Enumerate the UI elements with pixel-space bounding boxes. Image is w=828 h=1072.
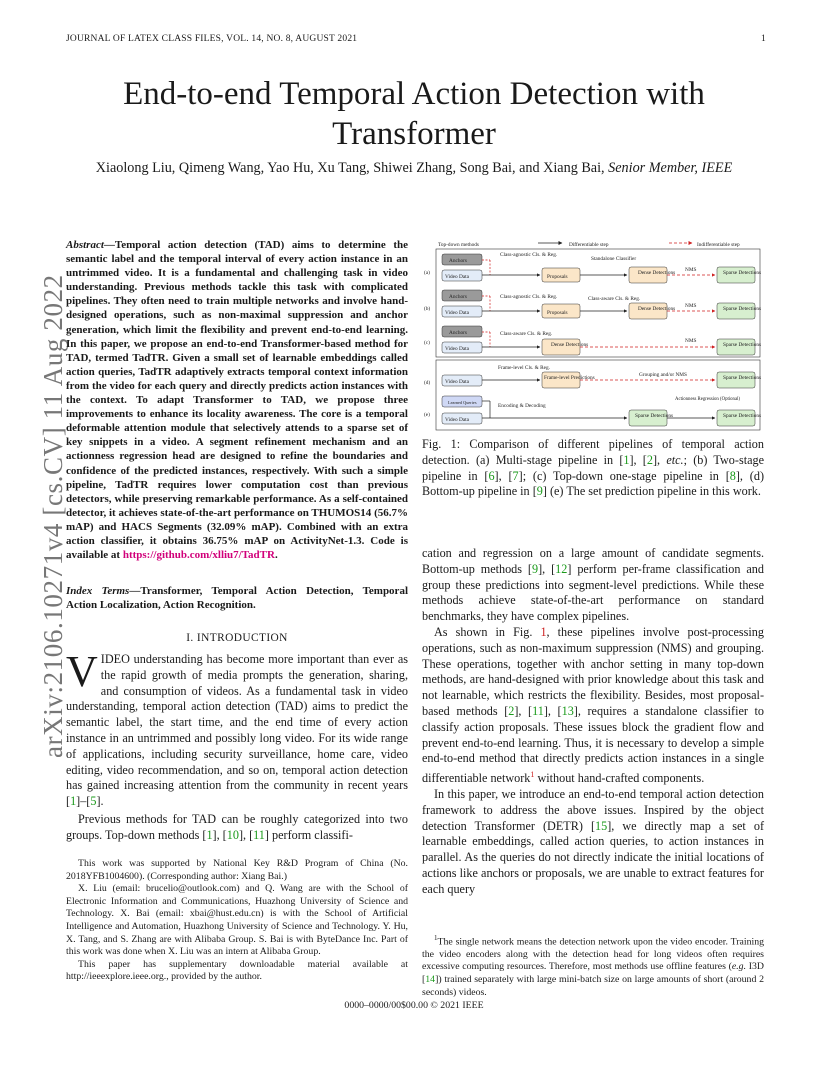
row-label-a: (a) bbox=[424, 270, 430, 276]
proposals-box: Proposals bbox=[547, 310, 568, 316]
class-agnostic-label: Class-agnostic Cls. & Reg. bbox=[500, 252, 558, 258]
dense-box: Dense Detections bbox=[551, 342, 589, 348]
row-label-d: (d) bbox=[424, 380, 431, 386]
sparse-box: Sparse Detections bbox=[723, 413, 762, 419]
citation[interactable]: 9 bbox=[536, 484, 543, 499]
code-link[interactable]: https://github.com/xlliu7/TadTR bbox=[122, 549, 275, 562]
legend-differentiable: Differentiable step bbox=[569, 242, 609, 248]
citation[interactable]: 10 bbox=[226, 827, 239, 842]
nms-label: NMS bbox=[685, 338, 697, 344]
sparse-box: Sparse Detections bbox=[723, 342, 762, 348]
video-data-box: Video Data bbox=[445, 417, 469, 423]
citation[interactable]: 11 bbox=[532, 703, 544, 718]
arxiv-stamp: arXiv:2106.10271v4 [cs.CV] 11 Aug 2022 bbox=[38, 274, 68, 758]
citation[interactable]: 12 bbox=[555, 561, 568, 576]
anchors-box: Anchors bbox=[449, 294, 467, 300]
citation[interactable]: 14 bbox=[425, 974, 436, 986]
dense-box: Dense Detections bbox=[638, 306, 676, 312]
drop-cap: V bbox=[66, 647, 98, 696]
intro-paragraph-1: VIDEO understanding has become more important than ever as the rapid growth of media prompts the generation, sharing, and consumption of videos. As a fundamental task in video understanding, temporal action detection (TAD) aims to predict the semantic label, the start time, and the end time of every action instance in an untrimmed and possibly long video. For its wide range of applications, including security surveillance, home care, video editing, video recommendation, and so on, temporal action detection has gained increasing attention from the community in recent years [1]–[5]. bbox=[66, 647, 408, 809]
top-down-label: Top-down methods bbox=[438, 242, 479, 248]
abstract-label: Abstract bbox=[66, 239, 104, 251]
copyright-footer: 0000–0000/00$00.00 © 2021 IEEE bbox=[344, 1000, 484, 1011]
sparse-box: Sparse Detections bbox=[723, 306, 762, 312]
index-terms-label: Index Terms bbox=[66, 585, 130, 597]
funding-note: This work was supported by National Key R&D Program of China (No. 2018YFB1004600). (Corresponding author: Xiang Bai.) bbox=[66, 858, 408, 882]
abstract-text: —Temporal action detection (TAD) aims to determine the semantic label and the temporal interval of every action instance in an untrimmed video. It is a fundamental and challenging task in video understanding. Previous methods tackle this task with complicated pipelines. They often need to train multiple networks and involve hand-designed operations, such as non-maximal suppression and anchor generation, which limit the flexibility and prevent end-to-end learning. In this paper, we propose an end-to-end Transformer-based method for TAD, termed TadTR. Given a small set of learnable embeddings called action queries, TadTR adaptively extracts temporal context information from the video for each query and directly predicts action instances with the context. To adapt Transformer to TAD, we propose three improvements to enhance its locality awareness. The core is a temporal deformable attention module that selectively attends to a sparse set of key snippets in a video. A segment refinement mechanism and an actionness regression head are designed to refine the boundaries and confidence of the predicted instances, respectively. With such a simple pipeline, TadTR requires lower computation cost than previous detectors, while preserving remarkable performance. As a self-contained detector, it achieves state-of-the-art performance on THUMOS14 (56.7% mAP) and HACS Segments (32.09% mAP). Combined with an extra action classifier, it obtains 36.75% mAP on ActivityNet-1.3. Code is available at bbox=[66, 239, 408, 562]
row-label-b: (b) bbox=[424, 306, 431, 312]
grouping-label: Grouping and/or NMS bbox=[639, 372, 687, 378]
row-label-c: (c) bbox=[424, 340, 430, 346]
journal-name: JOURNAL OF LATEX CLASS FILES, VOL. 14, NO. 8, AUGUST 2021 bbox=[66, 34, 358, 44]
proposals-box: Proposals bbox=[547, 274, 568, 280]
citation[interactable]: 1 bbox=[623, 452, 630, 467]
footnote-right: $^1$The single network means the detection network upon the video encoder. Training the video encoders along with the detection head for long videos often requires excessive computing resources. Therefore, most methods use offline features (e.g. I3D [14]) trained separately with large mini-batch size on large amounts of short (around 2 seconds) videos. bbox=[422, 934, 764, 998]
sparse-box: Sparse Detections bbox=[635, 413, 674, 419]
video-data-box: Video Data bbox=[445, 310, 469, 316]
footnote-number: 1 bbox=[434, 934, 438, 942]
section-heading: I. INTRODUCTION bbox=[186, 632, 288, 644]
intro-paragraph-2: Previous methods for TAD can be roughly categorized into two groups. Top-down methods [1], [10], [11] perform classifi- bbox=[66, 812, 408, 842]
legend-indifferentiable: Indifferentiable step bbox=[697, 242, 740, 248]
citation[interactable]: 1 bbox=[206, 827, 213, 842]
supplementary-note: This paper has supplementary downloadable material available at http://ieeexplore.ieee.org., provided by the author. bbox=[66, 958, 408, 983]
anchors-box: Anchors bbox=[449, 258, 467, 264]
author-list bbox=[40, 160, 788, 177]
citation[interactable]: 2 bbox=[508, 703, 515, 718]
citation[interactable]: 7 bbox=[512, 468, 519, 483]
right-paragraph-1: cation and regression on a large amount of candidate segments. Bottom-up methods [9], [12] perform per-frame classification and group these predictions into segment-level predictions. While these methods achieve state-of-the-art performance on standard benchmarks, they have complex pipelines. bbox=[422, 546, 764, 624]
class-aware-label: Class-aware Cls. & Reg. bbox=[588, 296, 641, 302]
running-header bbox=[66, 34, 766, 44]
video-data-box: Video Data bbox=[445, 346, 469, 352]
nms-label: NMS bbox=[685, 267, 697, 273]
footnote-mark[interactable]: 1 bbox=[530, 770, 535, 780]
dense-box: Dense Detections bbox=[638, 270, 676, 276]
title-line-1: End-to-end Temporal Action Detection with bbox=[123, 76, 705, 112]
frame-level-pred-box: Frame-level Predictions bbox=[544, 375, 595, 381]
right-column-text bbox=[422, 546, 764, 898]
sparse-box: Sparse Detections bbox=[723, 270, 762, 276]
citation[interactable]: 8 bbox=[729, 468, 736, 483]
standalone-label: Standalone Classifier bbox=[591, 256, 637, 262]
citation[interactable]: 6 bbox=[488, 468, 495, 483]
index-terms bbox=[66, 584, 408, 612]
author-suffix: Senior Member, IEEE bbox=[608, 160, 733, 176]
pipeline-figure bbox=[422, 236, 764, 432]
title-line-2: Transformer bbox=[332, 116, 496, 152]
citation[interactable]: 11 bbox=[253, 827, 265, 842]
citation[interactable]: 1 bbox=[70, 794, 77, 809]
footnotes-left bbox=[66, 858, 408, 984]
citation[interactable]: 5 bbox=[90, 794, 97, 809]
authors-text: Xiaolong Liu, Qimeng Wang, Yao Hu, Xu Tang, Shiwei Zhang, Song Bai, and Xiang Bai, bbox=[95, 160, 605, 176]
frame-level-cls-label: Frame-level Cls. & Reg. bbox=[498, 365, 550, 371]
paper-title bbox=[40, 74, 788, 154]
anchors-box: Anchors bbox=[449, 330, 467, 336]
row-label-e: (e) bbox=[424, 412, 430, 418]
class-aware-label: Class-aware Cls. & Reg. bbox=[500, 331, 553, 337]
citation[interactable]: 9 bbox=[532, 561, 539, 576]
video-data-box: Video Data bbox=[445, 274, 469, 280]
right-paragraph-3: In this paper, we introduce an end-to-end temporal action detection framework to address the above issues. Inspired by the object detection Transformer (DETR) [15], we directly map a set of learnable embeddings, called action queries, to action instances in parallel. As the queries do not directly indicate the initial locations of actions like anchors or proposals, we are unable to extract features for each query bbox=[422, 787, 765, 896]
figure-caption: Fig. 1: Comparison of different pipelines of temporal action detection. (a) Multi-stage pipeline in [1], [2], etc.; (b) Two-stage pipeline in [6], [7]; (c) Top-down one-stage pipeline in [8], (d) Bottom-up pipeline in [9] (e) The set prediction pipeline in this work. bbox=[422, 437, 765, 499]
abstract: Abstract—Temporal action detection (TAD) aims to determine the semantic label and the temporal interval of every action instance in an untrimmed video. It is a fundamental and challenging task in video understanding. Previous methods tackle this task with complicated pipelines. They often need to train multiple networks and involve hand-designed operations, such as non-maximal suppression and anchor generation, which limit the flexibility and prevent end-to-end learning. In this paper, we propose an end-to-end Transformer-based method for TAD, termed TadTR. Given a small set of learnable embeddings called action queries, TadTR adaptively extracts temporal context information from the video for each query and directly predicts action instances with the context. To adapt Transformer to TAD, we propose three improvements to enhance its locality awareness. The core is a temporal deformable attention module that selectively attends to a sparse set of key snippets in a video. A segment refinement mechanism and an actionness regression head are designed to refine the boundaries and confidence of the predicted instances, respectively. With such a simple pipeline, TadTR requires lower computation cost than previous detectors, while preserving remarkable performance. As a self-contained detector, it achieves state-of-the-art performance on THUMOS14 (56.7% mAP) and HACS Segments (32.09% mAP). Combined with an extra action classifier, it obtains 36.75% mAP on ActivityNet-1.3. Code is available at https://github.com/xlliu7/TadTR. bbox=[66, 239, 408, 562]
affiliation-note: X. Liu (email: brucelio@outlook.com) and Q. Wang are with the School of Electronic Information and Communications, Huazhong University of Science and Technology. X. Bai (email: xbai@hust.edu.cn) is with the School of Artificial Intelligence and Automation, Huazhong University of Science and Technology. Y. Hu, X. Tang, and S. Zhang are with Alibaba Group. S. Bai is with ByteDance Inc. Part of this work was done when X. Liu was an intern at Alibaba Group. bbox=[66, 883, 408, 958]
class-agnostic-label: Class-agnostic Cls. & Reg. bbox=[500, 294, 558, 300]
citation[interactable]: 13 bbox=[561, 703, 574, 718]
right-paragraph-2: As shown in Fig. 1, these pipelines involve post-processing operations, such as non-maximum suppression (NMS) and grouping. These operations, together with anchor setting in many top-down methods, are hand-designed with prior knowledge about this task and not learnable, which restricts the flexibility. Besides, most proposal-based methods [2], [11], [13], requires a standalone classifier to classify action proposals. These issues block the gradient flow and prevent end-to-end learning. Thus, it is necessary to develop a simple end-to-end method that directly predicts action instances in a single differentiable network$^1$ without hand-crafted components. bbox=[422, 624, 765, 786]
citation[interactable]: 2 bbox=[646, 452, 653, 467]
sparse-box: Sparse Detections bbox=[723, 375, 762, 381]
learned-queries-box: Learned Queries bbox=[448, 400, 477, 405]
figure-ref[interactable]: 1 bbox=[540, 624, 547, 639]
index-terms-text: —Transformer, Temporal Action Detection, Temporal Action Localization, Action Recognition. bbox=[66, 585, 408, 612]
actionness-label: Actionness Regression (Optional) bbox=[675, 397, 741, 402]
video-data-box: Video Data bbox=[445, 379, 469, 385]
nms-label: NMS bbox=[685, 303, 697, 309]
citation[interactable]: 15 bbox=[595, 818, 608, 833]
encoding-label: Encoding & Decoding bbox=[498, 403, 546, 409]
page-number: 1 bbox=[761, 34, 766, 44]
